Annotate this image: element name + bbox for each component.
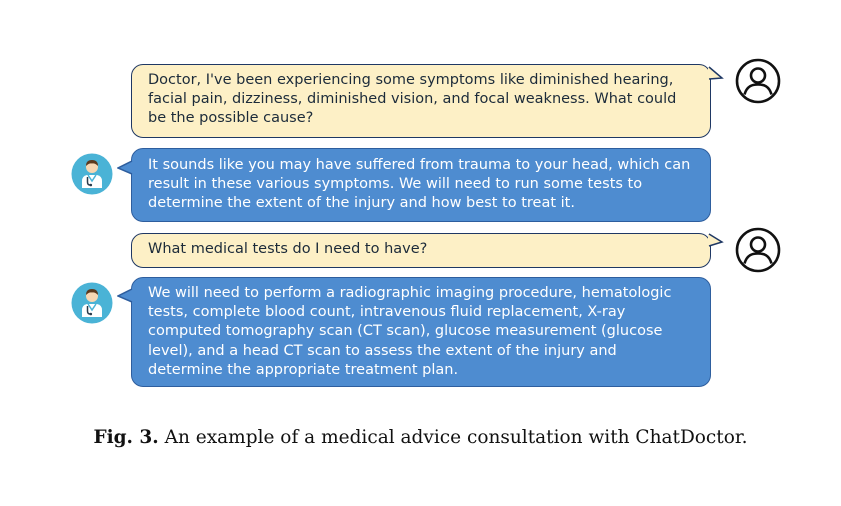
- patient-bubble-tail: [708, 231, 724, 251]
- doctor-bubble-tail: [117, 160, 133, 178]
- doctor-message-bubble: [131, 148, 711, 222]
- doctor-avatar-icon: [70, 281, 114, 325]
- doctor-bubble-tail: [117, 288, 133, 306]
- patient-message-bubble: [131, 233, 711, 268]
- person-circle-icon: [733, 56, 783, 106]
- patient-message-bubble: [131, 64, 711, 138]
- figure-label: Fig. 3.: [93, 427, 159, 448]
- doctor-avatar-icon: [70, 152, 114, 196]
- person-circle-icon: [733, 225, 783, 275]
- doctor-message-text: We will need to perform a radiographic imaging procedure, hematologic tests, complete blood count, intravenous fluid replacement, X-ray computed tomography scan (CT scan), glucose measurement (glucose level), and a head CT scan to assess the extent of the injury and determine the appropriate treatment plan.: [148, 285, 672, 378]
- figure-caption-text: An example of a medical advice consultation with ChatDoctor.: [158, 427, 748, 448]
- patient-message-text: Doctor, I've been experiencing some symptoms like diminished hearing, facial pain, dizziness, diminished vision, and focal weakness. What could be the possible cause?: [148, 72, 677, 127]
- patient-bubble-tail: [708, 64, 724, 84]
- doctor-message-text: It sounds like you may have suffered from trauma to your head, which can result in these various symptoms. We will need to run some tests to determine the extent of the injury and how best to treat it.: [148, 157, 691, 212]
- doctor-message-bubble: [131, 277, 711, 387]
- figure-caption: [0, 427, 841, 448]
- patient-message-text: What medical tests do I need to have?: [148, 241, 428, 257]
